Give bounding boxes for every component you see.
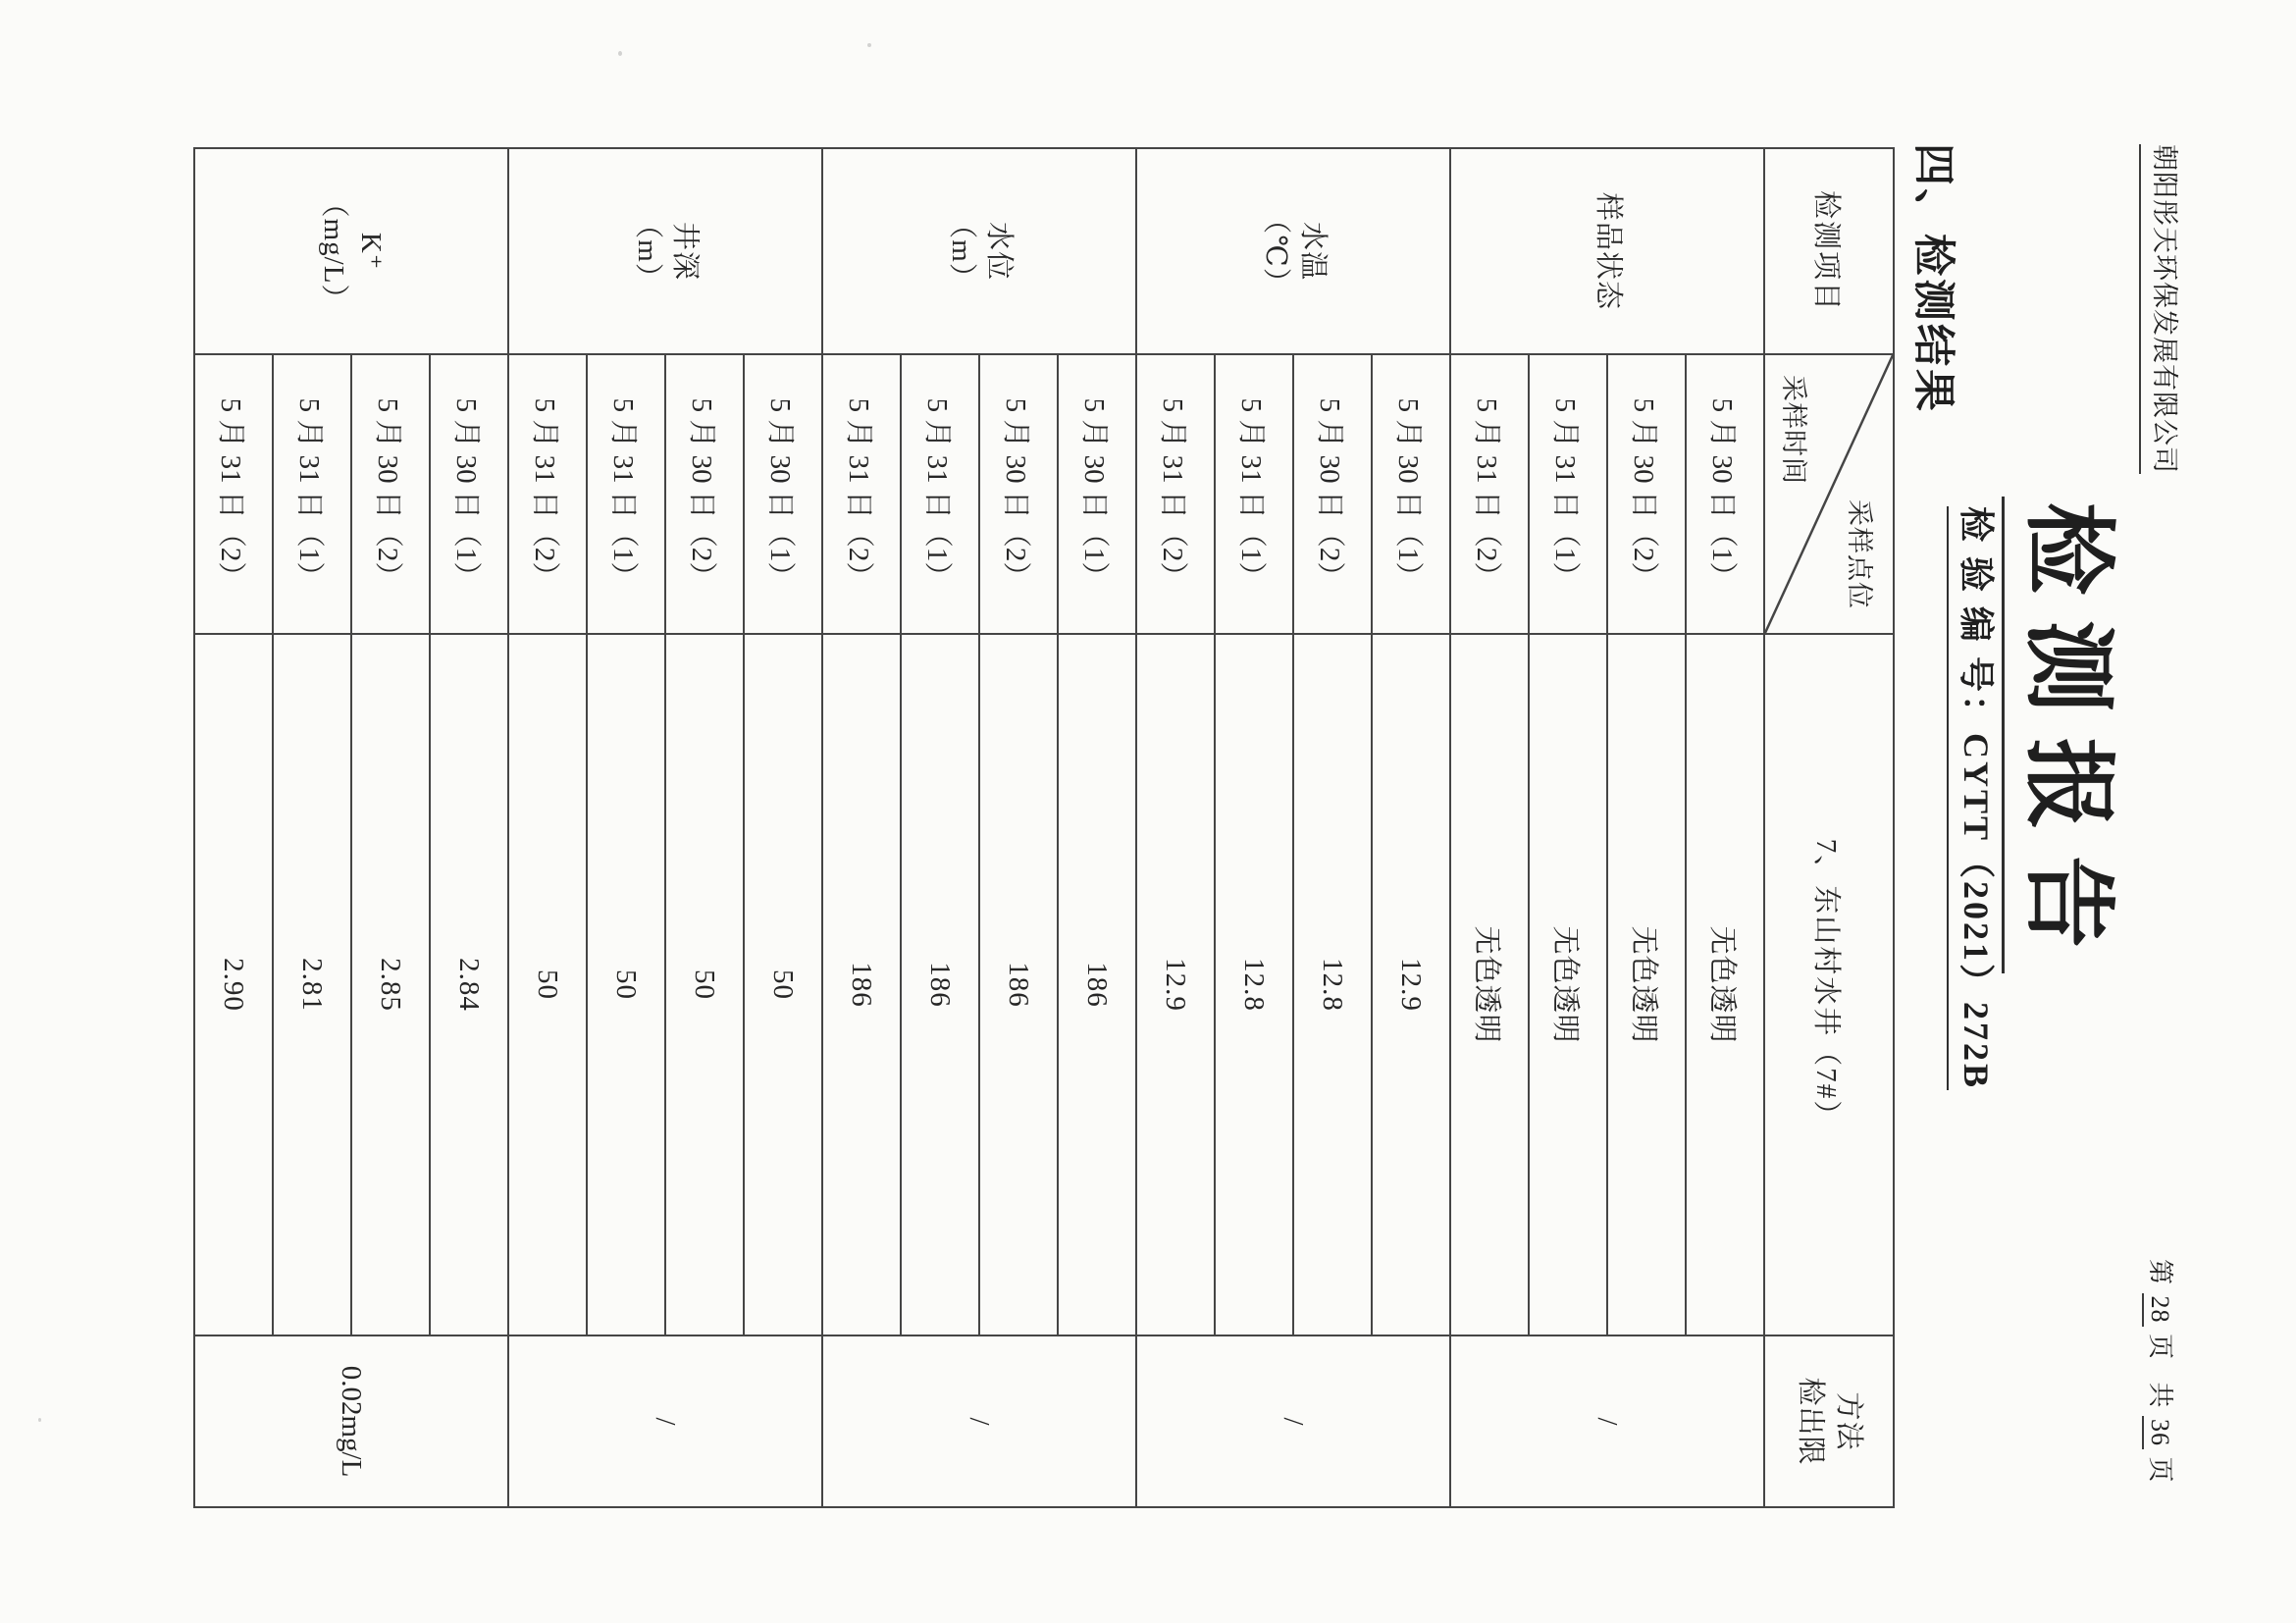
result-value-cell: 50 bbox=[587, 634, 665, 1335]
sampling-date-cell: 5 月 31 日（1） bbox=[587, 354, 665, 634]
table-row bbox=[1686, 148, 1764, 1507]
sampling-date-cell: 5 月 30 日（1） bbox=[1372, 354, 1450, 634]
result-value-cell: 无色透明 bbox=[1450, 634, 1529, 1335]
report-title: 检测报告 bbox=[2002, 497, 2143, 973]
method-limit-line2: 检出限 bbox=[1795, 1377, 1826, 1466]
parameter-cell: 水温 （℃） bbox=[1136, 148, 1450, 354]
result-value-cell: 12.9 bbox=[1372, 634, 1450, 1335]
scan-speck bbox=[867, 43, 871, 47]
page-number-prefix: 第 bbox=[2146, 1259, 2174, 1286]
detection-limit-cell: 0.02mg/L bbox=[194, 1335, 508, 1507]
result-value-cell: 12.9 bbox=[1136, 634, 1215, 1335]
parameter-cell: 水位 （m） bbox=[822, 148, 1136, 354]
header-diagonal-cell bbox=[1764, 354, 1894, 634]
result-value-cell: 186 bbox=[901, 634, 979, 1335]
diagonal-label-site: 采样点位 bbox=[1845, 499, 1874, 609]
company-name: 朝阳彤天环保发展有限公司 bbox=[2139, 144, 2186, 474]
scan-speck bbox=[38, 1418, 41, 1422]
sampling-date-cell: 5 月 30 日（1） bbox=[1686, 354, 1764, 634]
results-table-body bbox=[194, 148, 1764, 1507]
result-value-cell: 2.85 bbox=[351, 634, 430, 1335]
sampling-date-cell: 5 月 31 日（2） bbox=[1450, 354, 1529, 634]
page-number-word: 页 bbox=[2146, 1334, 2174, 1361]
parameter-cell: 样品状态 bbox=[1450, 148, 1764, 354]
result-value-cell: 无色透明 bbox=[1686, 634, 1764, 1335]
page-total-value: 36 bbox=[2142, 1416, 2174, 1449]
result-value-cell: 12.8 bbox=[1293, 634, 1372, 1335]
sampling-date-cell: 5 月 30 日（2） bbox=[979, 354, 1058, 634]
sampling-date-cell: 5 月 31 日（1） bbox=[273, 354, 351, 634]
table-row bbox=[1058, 148, 1136, 1507]
header-item-cell: 检测项目 bbox=[1764, 148, 1894, 354]
result-value-cell: 50 bbox=[665, 634, 744, 1335]
sampling-date-cell: 5 月 31 日（2） bbox=[508, 354, 587, 634]
method-limit-header-cell bbox=[1764, 1335, 1894, 1507]
detection-limit-cell: / bbox=[508, 1335, 822, 1507]
parameter-cell: 井深 （m） bbox=[508, 148, 822, 354]
detection-limit-cell: / bbox=[1450, 1335, 1764, 1507]
page-number-current: 28 bbox=[2142, 1293, 2174, 1327]
result-value-cell: 186 bbox=[822, 634, 901, 1335]
result-value-cell: 2.81 bbox=[273, 634, 351, 1335]
report-number: 检 验 编 号：CYTT（2021）272B bbox=[1947, 506, 2004, 1090]
sampling-date-cell: 5 月 31 日（2） bbox=[194, 354, 273, 634]
result-value-cell: 2.84 bbox=[430, 634, 508, 1335]
sampling-date-cell: 5 月 31 日（2） bbox=[1136, 354, 1215, 634]
sampling-date-cell: 5 月 31 日（2） bbox=[822, 354, 901, 634]
section-heading: 四、检测结果 bbox=[1909, 143, 1956, 414]
table-row bbox=[1372, 148, 1450, 1507]
detection-limit-cell: / bbox=[1136, 1335, 1450, 1507]
table-header-row bbox=[1764, 148, 1894, 1507]
scan-speck bbox=[618, 51, 622, 56]
sampling-date-cell: 5 月 30 日（2） bbox=[351, 354, 430, 634]
result-value-cell: 50 bbox=[508, 634, 587, 1335]
table-row bbox=[430, 148, 508, 1507]
results-table bbox=[193, 147, 1895, 1508]
page-total-word: 页 bbox=[2146, 1456, 2174, 1484]
result-value-cell: 50 bbox=[744, 634, 822, 1335]
sampling-date-cell: 5 月 31 日（1） bbox=[1529, 354, 1607, 634]
result-value-cell: 186 bbox=[1058, 634, 1136, 1335]
detection-limit-cell: / bbox=[822, 1335, 1136, 1507]
diagonal-label-time: 采样时间 bbox=[1779, 375, 1808, 485]
sampling-date-cell: 5 月 30 日（2） bbox=[1607, 354, 1686, 634]
result-value-cell: 12.8 bbox=[1215, 634, 1293, 1335]
sampling-date-cell: 5 月 30 日（1） bbox=[1058, 354, 1136, 634]
sampling-date-cell: 5 月 30 日（1） bbox=[430, 354, 508, 634]
result-value-cell: 无色透明 bbox=[1529, 634, 1607, 1335]
parameter-cell: K⁺ （mg/L） bbox=[194, 148, 508, 354]
result-value-cell: 186 bbox=[979, 634, 1058, 1335]
table-row bbox=[744, 148, 822, 1507]
page-number bbox=[2144, 1259, 2180, 1484]
sampling-date-cell: 5 月 30 日（1） bbox=[744, 354, 822, 634]
sampling-site-value-cell: 7、东山村水井（7#） bbox=[1764, 634, 1894, 1335]
sampling-date-cell: 5 月 30 日（2） bbox=[1293, 354, 1372, 634]
result-value-cell: 2.90 bbox=[194, 634, 273, 1335]
result-value-cell: 无色透明 bbox=[1607, 634, 1686, 1335]
method-limit-line1: 方法 bbox=[1833, 1391, 1865, 1451]
sampling-date-cell: 5 月 31 日（1） bbox=[901, 354, 979, 634]
sampling-date-cell: 5 月 31 日（1） bbox=[1215, 354, 1293, 634]
page-total-prefix: 共 bbox=[2146, 1382, 2174, 1409]
sampling-date-cell: 5 月 30 日（2） bbox=[665, 354, 744, 634]
